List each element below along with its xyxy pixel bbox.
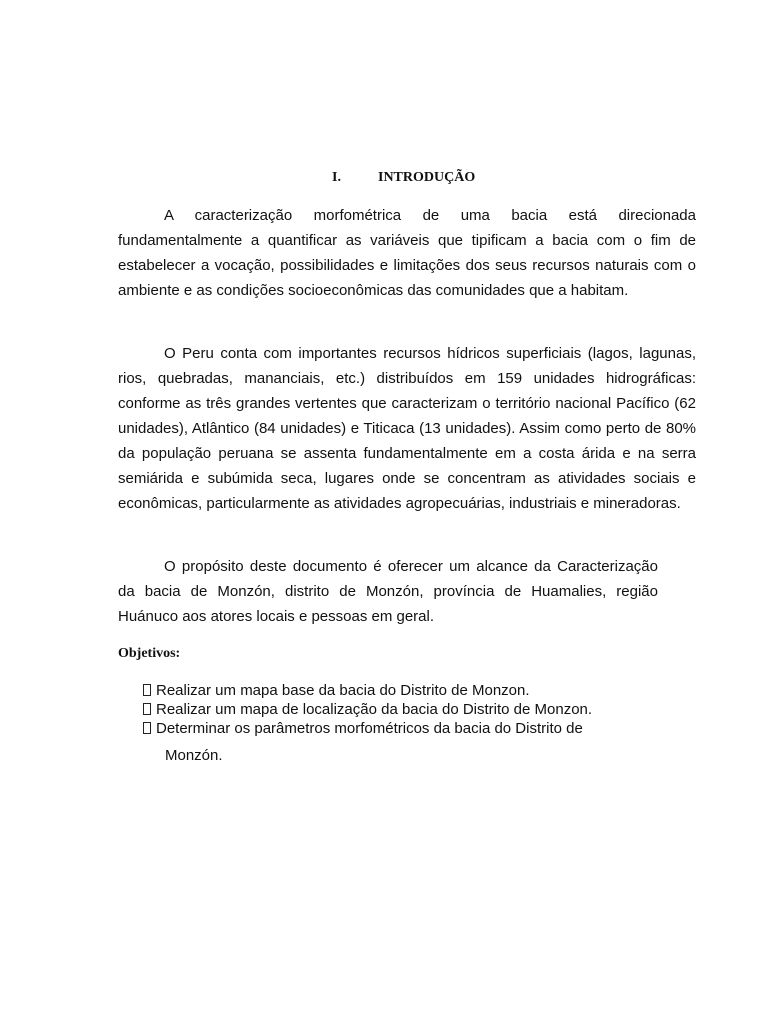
section-number: I. <box>332 170 341 185</box>
paragraph-proposito: O propósito deste documento é oferecer um alcance da Caracterização da bacia de Monzón, distrito de Monzón, província de Huamalies, região Huánuco aos atores locais e pessoas em geral. <box>118 558 658 625</box>
paragraph-recursos-hidricos: O Peru conta com importantes recursos hídricos superficiais (lagos, lagunas, rios, quebradas, mananciais, etc.) distribuídos em 159 unidades hidrográficas: conforme as três grandes vertentes que caracterizam o território nacional Pacífico (62 unidades), Atlântico (84 unidades) e Titicaca (13 unidades). Assim como perto de 80% da população peruana se assenta fundamentalmente em a costa árida e na serra semiárida e subúmida seca, lugares onde se concentram as atividades sociais e econômicas, particularmente as atividades agropecuárias, industriais e mineradoras. <box>118 345 696 512</box>
list-item <box>143 681 623 700</box>
paragraph-container <box>118 203 696 303</box>
list-item <box>143 700 623 719</box>
objective-text: Realizar um mapa base da bacia do Distrito de Monzon. <box>156 682 530 699</box>
objectives-title: Objetivos: <box>118 646 181 661</box>
section-title: INTRODUÇÃO <box>378 170 476 185</box>
list-item <box>143 719 623 765</box>
objectives-list <box>143 681 623 765</box>
square-bullet-icon <box>143 684 151 696</box>
paragraph-container <box>118 341 696 516</box>
objective-text-continuation: Monzón. <box>165 747 223 764</box>
paragraph-caracterizacao: A caracterização morfométrica de uma bacia está direcionada fundamentalmente a quantificar as variáveis que tipificam a bacia com o fim de estabelecer a vocação, possibilidades e limitações dos seus recursos naturais com o ambiente e as condições socioeconômicas das comunidades que a habitam. <box>118 207 696 299</box>
square-bullet-icon <box>143 722 151 734</box>
section-heading <box>332 169 475 187</box>
objective-text: Realizar um mapa de localização da bacia do Distrito de Monzon. <box>156 701 593 718</box>
square-bullet-icon <box>143 703 151 715</box>
objective-text: Determinar os parâmetros morfométricos da bacia do Distrito de <box>156 720 583 737</box>
paragraph-container <box>118 554 658 629</box>
